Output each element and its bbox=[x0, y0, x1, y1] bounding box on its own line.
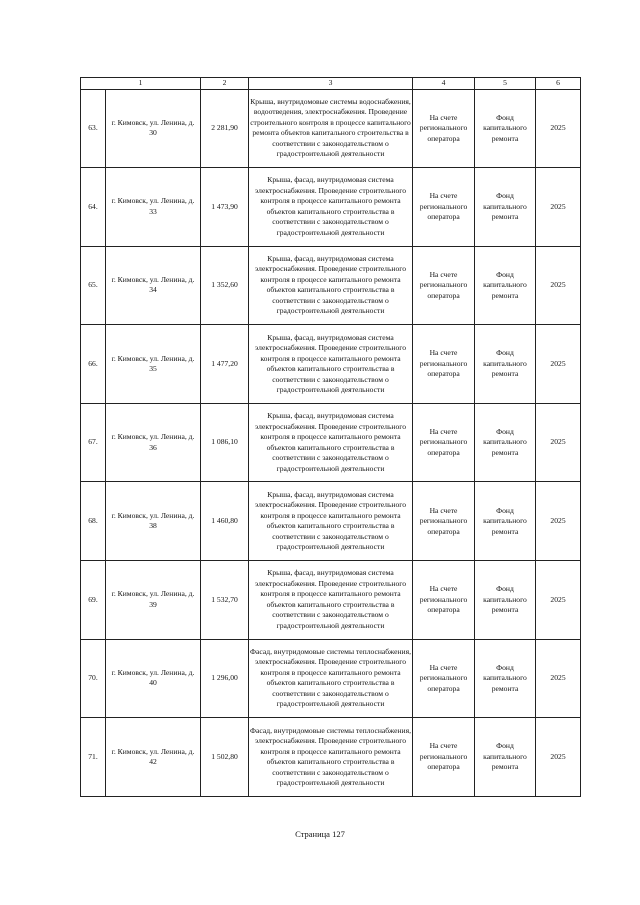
cost-cell: 1 460,80 bbox=[201, 482, 249, 561]
account-cell: На счете регионального оператора bbox=[413, 639, 475, 718]
works-description-cell: Крыша, фасад, внутридомовая система электроснабжения. Проведение строительного контроля в процессе капитального ремонта объектов капитального строительства в соответствии с законодательством о градостроительной деятельности bbox=[249, 561, 413, 640]
address-cell: г. Кимовск, ул. Ленина, д. 33 bbox=[106, 168, 201, 247]
account-cell: На счете регионального оператора bbox=[413, 718, 475, 797]
account-cell: На счете регионального оператора bbox=[413, 168, 475, 247]
address-cell: г. Кимовск, ул. Ленина, д. 39 bbox=[106, 561, 201, 640]
fund-cell: Фонд капитального ремонта bbox=[475, 168, 536, 247]
row-number-cell: 66. bbox=[81, 325, 106, 404]
works-description-cell: Крыша, внутридомовые системы водоснабжения, водоотведения, электроснабжения. Проведение строительного контроля в процессе капитального ремонта объектов капитального строительства в соответствии с законодательством о градостроительной деятельности bbox=[249, 89, 413, 168]
address-cell: г. Кимовск, ул. Ленина, д. 40 bbox=[106, 639, 201, 718]
works-description-cell: Крыша, фасад, внутридомовая система электроснабжения. Проведение строительного контроля в процессе капитального ремонта объектов капитального строительства в соответствии с законодательством о градостроительной деятельности bbox=[249, 482, 413, 561]
cost-cell: 1 473,90 bbox=[201, 168, 249, 247]
register-table bbox=[80, 77, 581, 797]
year-cell: 2025 bbox=[536, 246, 581, 325]
table-row bbox=[81, 482, 581, 561]
account-cell: На счете регионального оператора bbox=[413, 482, 475, 561]
works-description-cell: Крыша, фасад, внутридомовая система электроснабжения. Проведение строительного контроля в процессе капитального ремонта объектов капитального строительства в соответствии с законодательством о градостроительной деятельности bbox=[249, 403, 413, 482]
account-cell: На счете регионального оператора bbox=[413, 403, 475, 482]
address-cell: г. Кимовск, ул. Ленина, д. 38 bbox=[106, 482, 201, 561]
cost-cell: 1 086,10 bbox=[201, 403, 249, 482]
fund-cell: Фонд капитального ремонта bbox=[475, 561, 536, 640]
fund-cell: Фонд капитального ремонта bbox=[475, 246, 536, 325]
account-cell: На счете регионального оператора bbox=[413, 246, 475, 325]
account-cell: На счете регионального оператора bbox=[413, 89, 475, 168]
row-number-cell: 68. bbox=[81, 482, 106, 561]
row-number-cell: 63. bbox=[81, 89, 106, 168]
cost-cell: 1 502,80 bbox=[201, 718, 249, 797]
table-row bbox=[81, 403, 581, 482]
header-col-2: 2 bbox=[201, 78, 249, 90]
cost-cell: 2 281,90 bbox=[201, 89, 249, 168]
row-number-cell: 65. bbox=[81, 246, 106, 325]
fund-cell: Фонд капитального ремонта bbox=[475, 639, 536, 718]
works-description-cell: Фасад, внутридомовые системы теплоснабжения, электроснабжения. Проведение строительного контроля в процессе капитального ремонта объектов капитального строительства в соответствии с законодательством о градостроительной деятельности bbox=[249, 718, 413, 797]
fund-cell: Фонд капитального ремонта bbox=[475, 482, 536, 561]
row-number-cell: 64. bbox=[81, 168, 106, 247]
fund-cell: Фонд капитального ремонта bbox=[475, 403, 536, 482]
header-col-1: 1 bbox=[81, 78, 201, 90]
table-row bbox=[81, 639, 581, 718]
page-number: Страница 127 bbox=[295, 829, 345, 839]
year-cell: 2025 bbox=[536, 482, 581, 561]
address-cell: г. Кимовск, ул. Ленина, д. 34 bbox=[106, 246, 201, 325]
fund-cell: Фонд капитального ремонта bbox=[475, 325, 536, 404]
address-cell: г. Кимовск, ул. Ленина, д. 36 bbox=[106, 403, 201, 482]
account-cell: На счете регионального оператора bbox=[413, 325, 475, 404]
header-col-4: 4 bbox=[413, 78, 475, 90]
row-number-cell: 69. bbox=[81, 561, 106, 640]
works-description-cell: Фасад, внутридомовые системы теплоснабжения, электроснабжения. Проведение строительного контроля в процессе капитального ремонта объектов капитального строительства в соответствии с законодательством о градостроительной деятельности bbox=[249, 639, 413, 718]
year-cell: 2025 bbox=[536, 403, 581, 482]
address-cell: г. Кимовск, ул. Ленина, д. 42 bbox=[106, 718, 201, 797]
fund-cell: Фонд капитального ремонта bbox=[475, 718, 536, 797]
year-cell: 2025 bbox=[536, 168, 581, 247]
header-col-5: 5 bbox=[475, 78, 536, 90]
cost-cell: 1 352,60 bbox=[201, 246, 249, 325]
table-row bbox=[81, 89, 581, 168]
header-col-6: 6 bbox=[536, 78, 581, 90]
column-number-header-row bbox=[81, 78, 581, 90]
fund-cell: Фонд капитального ремонта bbox=[475, 89, 536, 168]
address-cell: г. Кимовск, ул. Ленина, д. 30 bbox=[106, 89, 201, 168]
row-number-cell: 70. bbox=[81, 639, 106, 718]
year-cell: 2025 bbox=[536, 561, 581, 640]
year-cell: 2025 bbox=[536, 89, 581, 168]
table-row bbox=[81, 168, 581, 247]
row-number-cell: 67. bbox=[81, 403, 106, 482]
table-row bbox=[81, 718, 581, 797]
year-cell: 2025 bbox=[536, 639, 581, 718]
year-cell: 2025 bbox=[536, 325, 581, 404]
table-row bbox=[81, 561, 581, 640]
works-description-cell: Крыша, фасад, внутридомовая система электроснабжения. Проведение строительного контроля в процессе капитального ремонта объектов капитального строительства в соответствии с законодательством о градостроительной деятельности bbox=[249, 325, 413, 404]
year-cell: 2025 bbox=[536, 718, 581, 797]
header-col-3: 3 bbox=[249, 78, 413, 90]
table-row bbox=[81, 246, 581, 325]
works-description-cell: Крыша, фасад, внутридомовая система электроснабжения. Проведение строительного контроля в процессе капитального ремонта объектов капитального строительства в соответствии с законодательством о градостроительной деятельности bbox=[249, 168, 413, 247]
address-cell: г. Кимовск, ул. Ленина, д. 35 bbox=[106, 325, 201, 404]
account-cell: На счете регионального оператора bbox=[413, 561, 475, 640]
cost-cell: 1 477,20 bbox=[201, 325, 249, 404]
cost-cell: 1 296,00 bbox=[201, 639, 249, 718]
works-description-cell: Крыша, фасад, внутридомовая система электроснабжения. Проведение строительного контроля в процессе капитального ремонта объектов капитального строительства в соответствии с законодательством о градостроительной деятельности bbox=[249, 246, 413, 325]
cost-cell: 1 532,70 bbox=[201, 561, 249, 640]
row-number-cell: 71. bbox=[81, 718, 106, 797]
table-row bbox=[81, 325, 581, 404]
